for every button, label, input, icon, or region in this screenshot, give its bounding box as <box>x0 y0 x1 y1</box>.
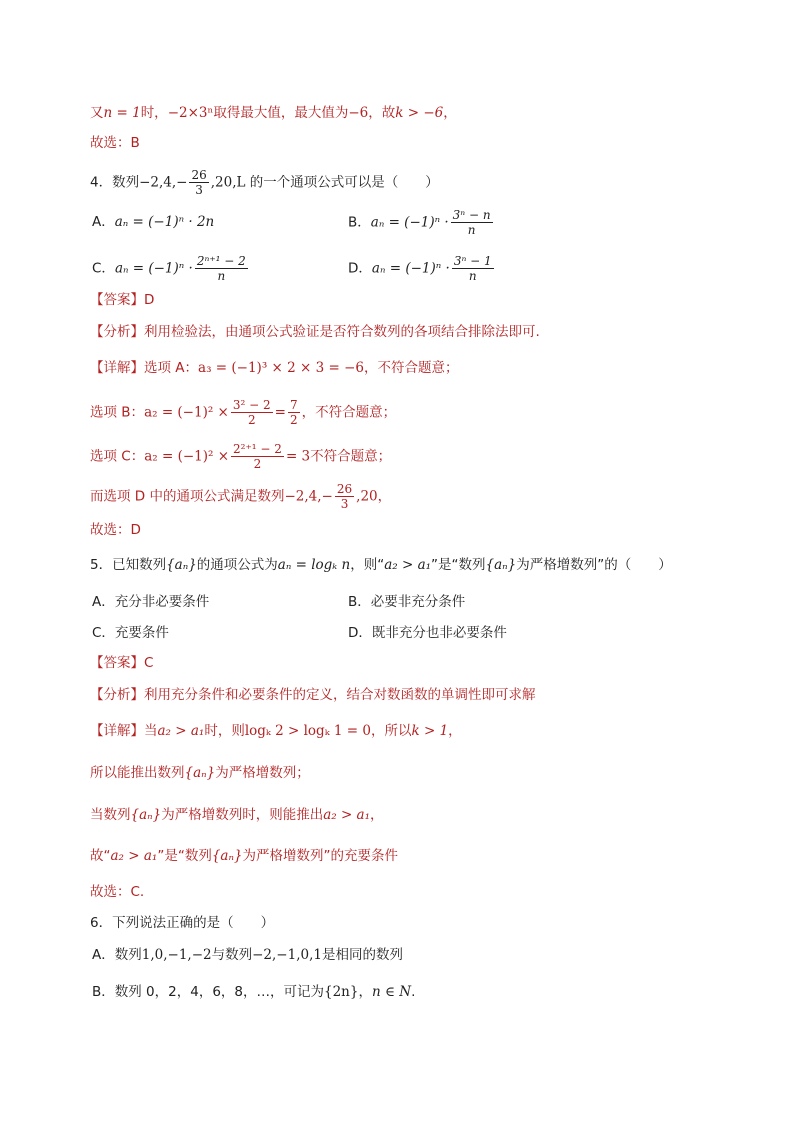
q5-stem: 5．已知数列{aₙ}的通项公式为aₙ = logₖ n，则“a₂ > a₁”是“数列{aₙ}为严格增数列”的（ ） <box>90 557 672 573</box>
q4-option-c[interactable]: C．aₙ = (−1)ⁿ · $\frac{\text{2ⁿ⁺¹ − 2}}{n}$ <box>92 254 246 283</box>
q5-option-c[interactable]: C．充要条件 <box>92 625 169 641</box>
q5-detail-4: 故“a₂ > a₁”是“数列{aₙ}为严格增数列”的充要条件 <box>90 848 399 864</box>
q4-option-d[interactable]: D．aₙ = (−1)ⁿ · $\frac{\text{3ⁿ − 1}}{n}$ <box>348 254 492 283</box>
q4-detail-d: 而选项 D 中的通项公式满足数列−2,4,− $\frac{26}{3}$ ,20， <box>90 482 392 511</box>
q4-detail-b: 选项 B：a₂ = (−1)² × $\frac{\text{3² − 2}}{2}$ = $\frac{7}{2}$ ，不符合题意； <box>90 398 397 427</box>
math-n-eq-1: n = 1 <box>103 105 141 121</box>
q5-answer: 【答案】C <box>90 655 154 671</box>
q4-final: 故选：D <box>90 522 141 538</box>
q4-detail-a: 【详解】选项 A：a₃ = (−1)³ × 2 × 3 = −6，不符合题意； <box>90 360 459 376</box>
q5-detail-2: 所以能推出数列{aₙ}为严格增数列； <box>90 765 310 781</box>
q4-option-a[interactable]: A．aₙ = (−1)ⁿ · 2n <box>92 214 215 230</box>
q5-option-b[interactable]: B．必要非充分条件 <box>348 594 466 610</box>
q6-option-a[interactable]: A．数列1,0,−1,−2与数列−2,−1,0,1是相同的数列 <box>92 947 403 963</box>
q4-option-b[interactable]: B．aₙ = (−1)ⁿ · $\frac{\text{3ⁿ − n}}{n}$ <box>348 208 491 237</box>
q5-option-a[interactable]: A．充分非必要条件 <box>92 594 210 610</box>
q4-frac: $\frac{26}{3}$ <box>191 168 207 197</box>
q5-analysis: 【分析】利用充分条件和必要条件的定义，结合对数函数的单调性即可求解 <box>90 687 536 703</box>
math-k-gt-neg6: k > −6 <box>395 105 444 121</box>
q5-detail-3: 当数列{aₙ}为严格增数列时，则能推出a₂ > a₁， <box>90 807 384 823</box>
q4-stem: 4．数列−2,4,− $\frac{26}{3}$ ,20,L 的一个通项公式可以是（ ） <box>90 168 439 197</box>
q5-final: 故选：C. <box>90 884 145 900</box>
prev-solution-line: 又n = 1时，−2×3ⁿ取得最大值，最大值为−6，故k > −6， <box>90 105 457 121</box>
math-neg2-3n: −2×3ⁿ <box>167 105 214 121</box>
q6-stem: 6．下列说法正确的是（ ） <box>90 915 275 931</box>
prev-answer: 故选：B <box>90 135 140 151</box>
q4-detail-c: 选项 C：a₂ = (−1)² × $\frac{\text{2²⁺¹ − 2}}{2}$ = 3不符合题意； <box>90 442 392 471</box>
q4-analysis: 【分析】利用检验法，由通项公式验证是否符合数列的各项结合排除法即可. <box>90 324 540 340</box>
q5-option-d[interactable]: D．既非充分也非必要条件 <box>348 625 507 641</box>
q5-detail-1: 【详解】当a₂ > a₁时，则logₖ 2 > logₖ 1 = 0，所以k > 1， <box>90 723 462 739</box>
q6-option-b[interactable]: B．数列 0，2，4，6，8，…，可记为{2n}，n ∈ N. <box>92 984 416 1000</box>
q4-answer: 【答案】D <box>90 292 155 308</box>
math-neg6: −6 <box>348 105 369 121</box>
